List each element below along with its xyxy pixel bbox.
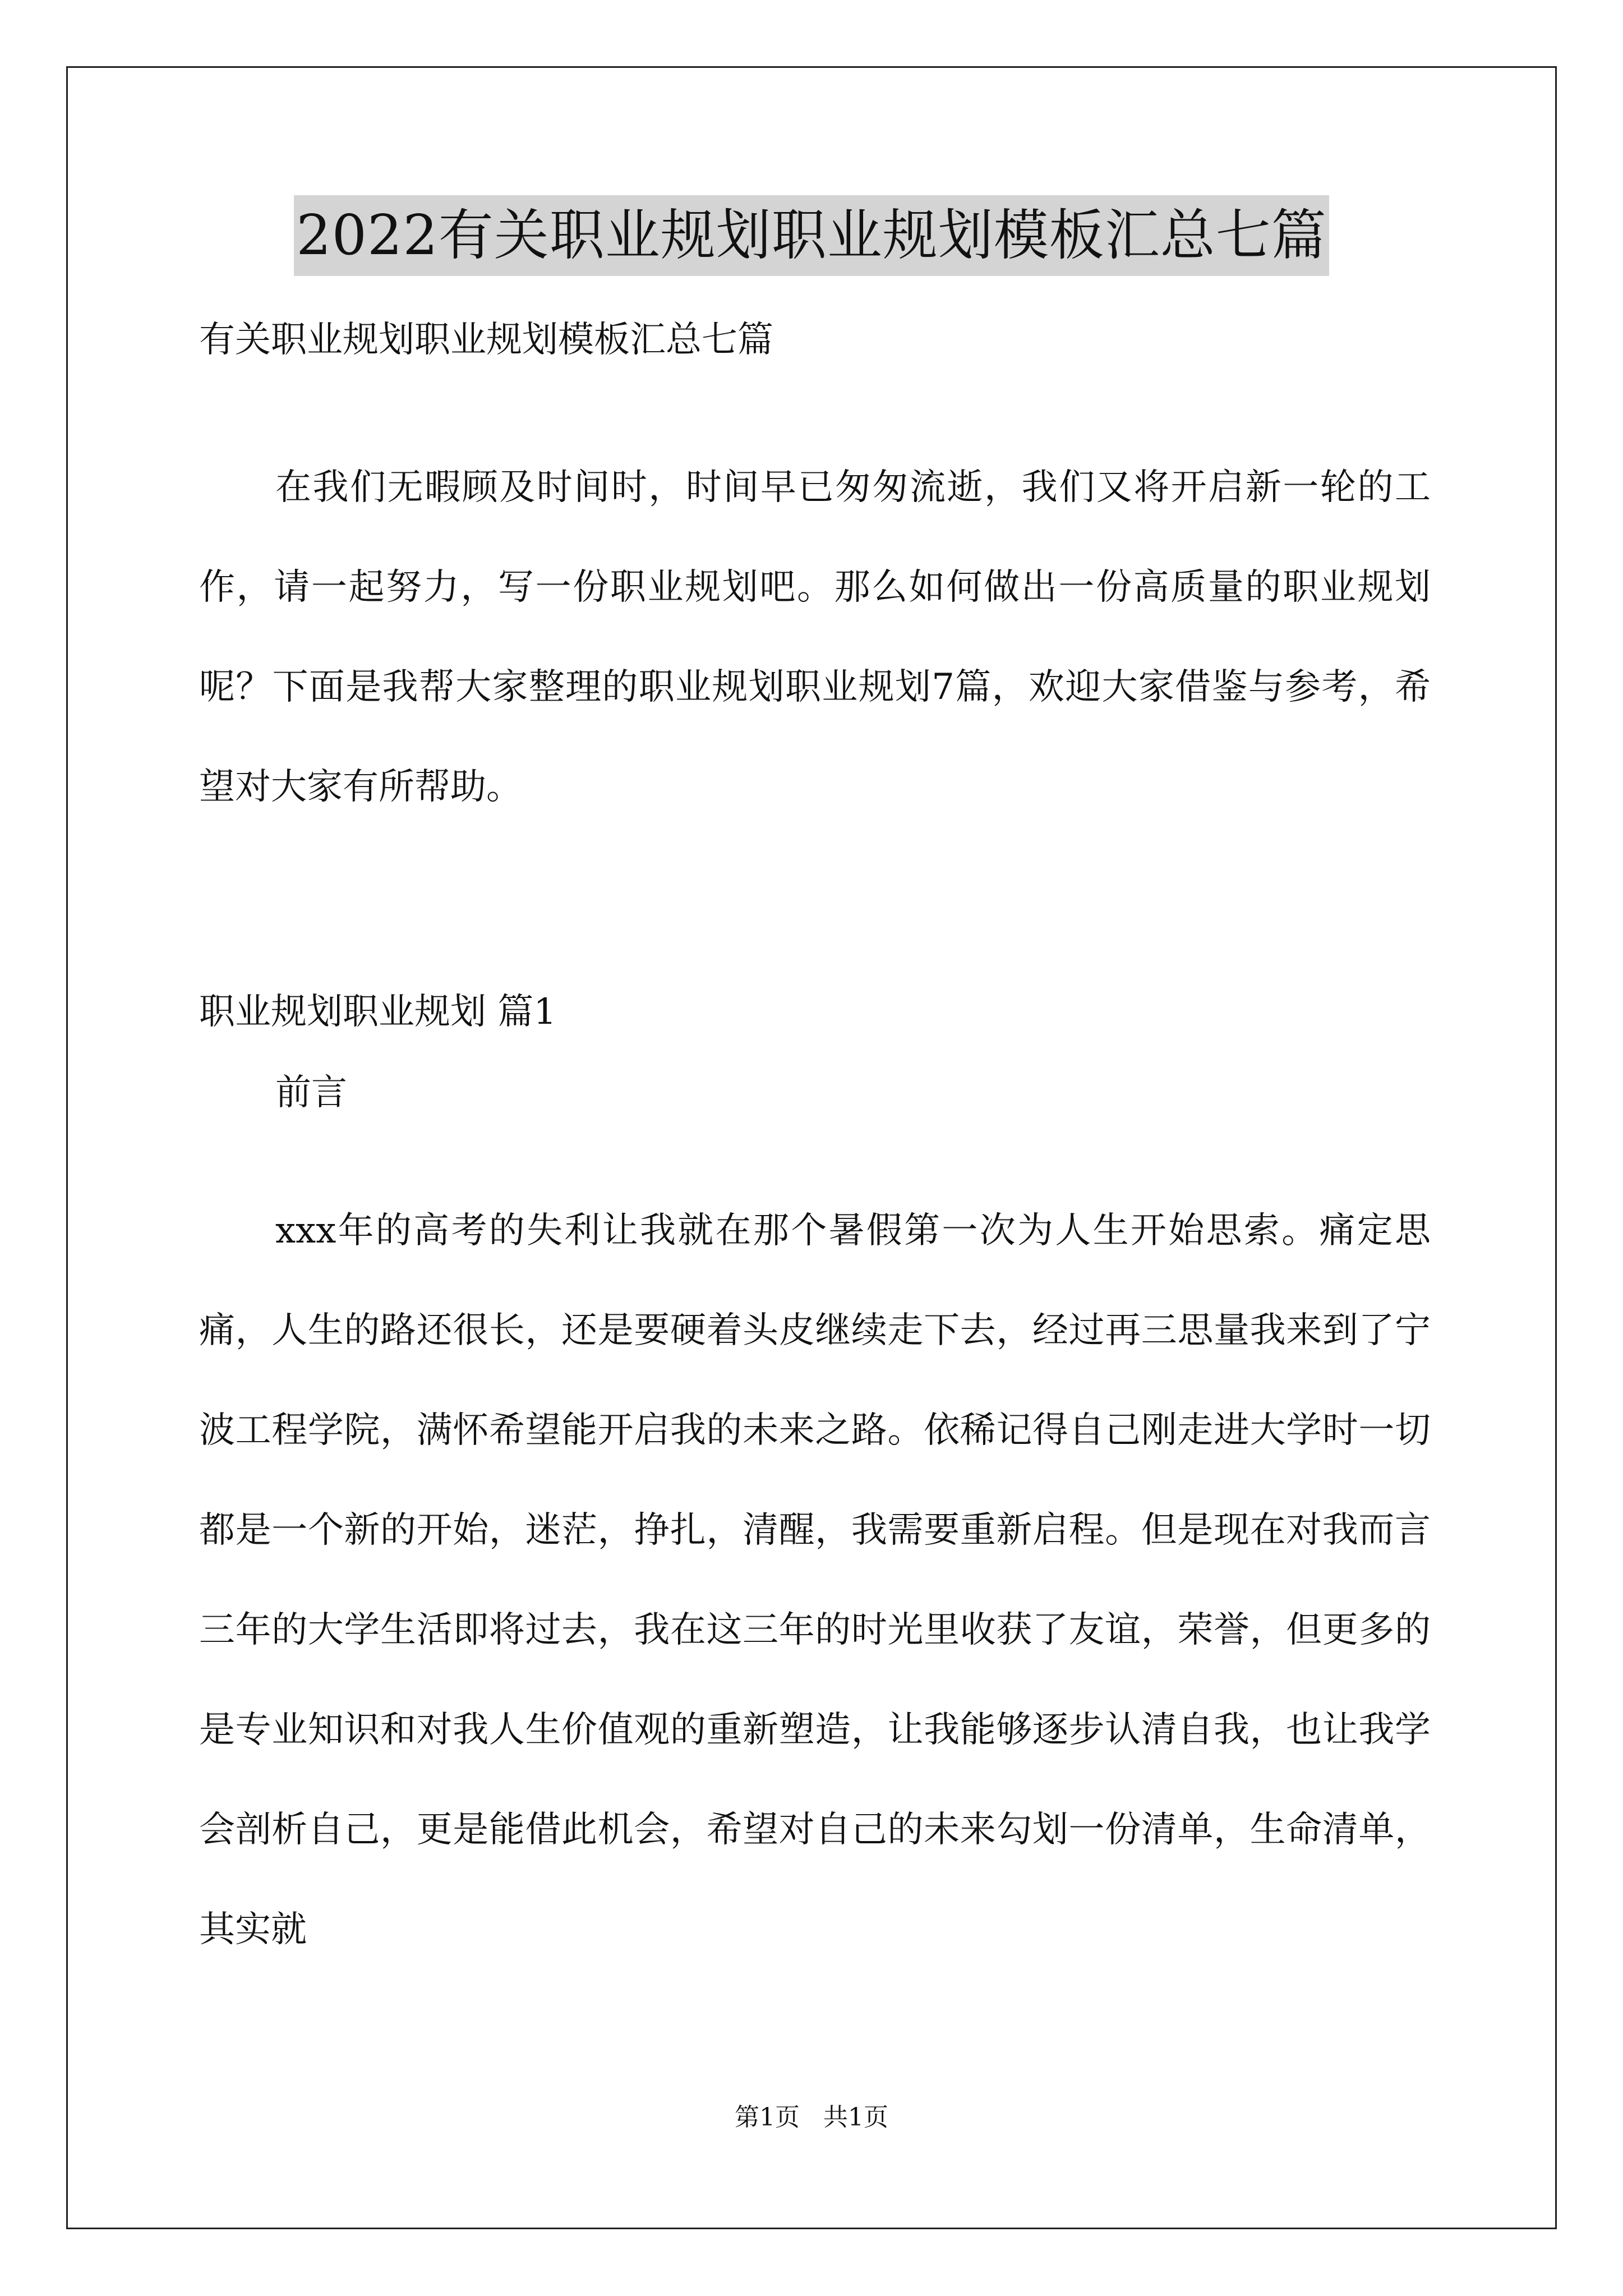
intro-paragraph: 在我们无暇顾及时间时，时间早已匆匆流逝，我们又将开启新一轮的工作，请一起努力，写一份职业规划吧。那么如何做出一份高质量的职业规划呢？下面是我帮大家整理的职业规划职业规划7篇，欢迎大家借鉴与参考，希望对大家有所帮助。 bbox=[199, 467, 1431, 808]
foreword-heading: 前言 bbox=[275, 1072, 347, 1114]
body-paragraph: xxx年的高考的失利让我就在那个暑假第一次为人生开始思索。痛定思痛，人生的路还很长，还是要硬着头皮继续走下去，经过再三思量我来到了宁波工程学院，满怀希望能开启我的未来之路。依稀记得自己刚走进大学时一切都是一个新的开始，迷茫，挣扎，清醒，我需要重新启程。但是现在对我而言三年的大学生活即将过去，我在这三年的时光里收获了友谊，荣誉，但更多的是专业知识和对我人生价值观的重新塑造，让我能够逐步认清自我，也让我学会剖析自己，更是能借此机会，希望对自己的未来勾划一份清单，生命清单，其实就 bbox=[199, 1210, 1431, 1950]
page-footer: 第1页 共1页 bbox=[735, 2103, 888, 2132]
document-title: 2022有关职业规划职业规划模板汇总七篇 bbox=[294, 195, 1329, 276]
title-container bbox=[0, 195, 1623, 276]
document-subtitle: 有关职业规划职业规划模板汇总七篇 bbox=[199, 319, 773, 361]
section-heading: 职业规划职业规划 篇1 bbox=[199, 991, 557, 1033]
